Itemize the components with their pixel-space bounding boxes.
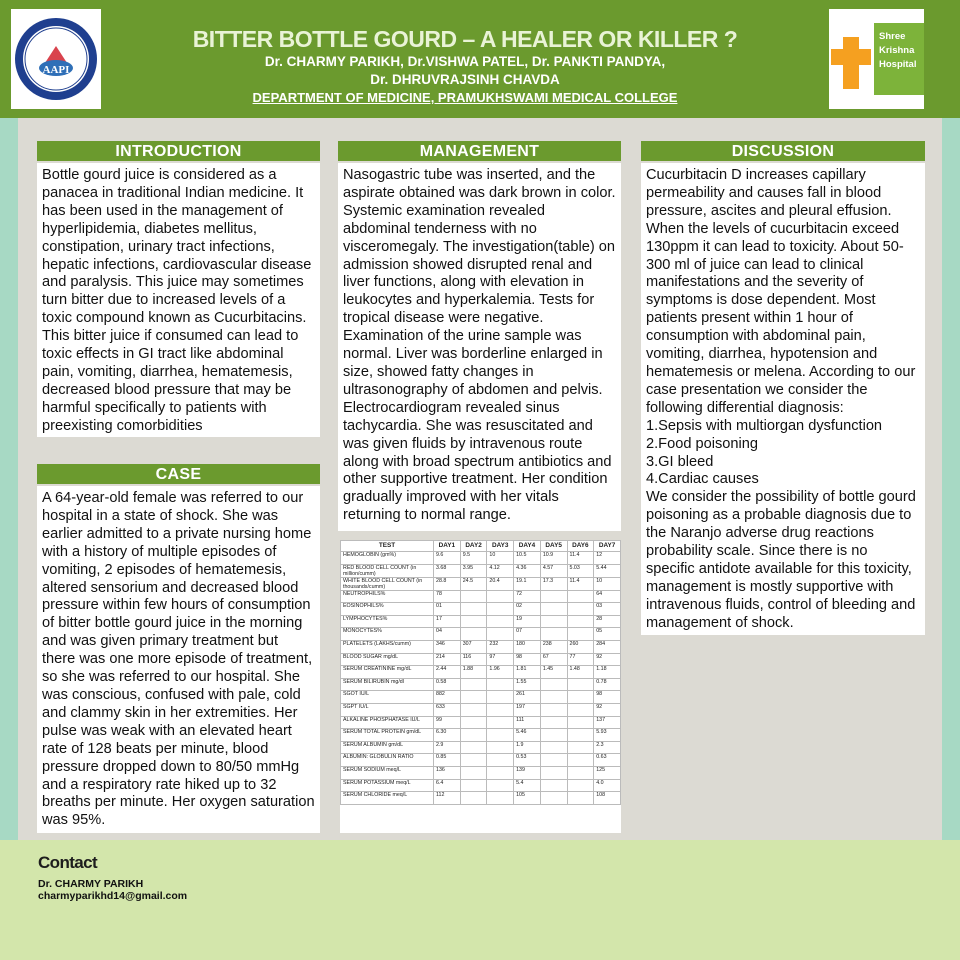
table-cell-value: 10.9 — [540, 552, 567, 565]
table-cell-value: 72 — [514, 590, 541, 603]
table-cell-value — [487, 691, 514, 704]
table-cell-value: 10.5 — [514, 552, 541, 565]
table-cell-value — [540, 628, 567, 641]
table-cell-test-name: SERUM ALBUMIN gm/dL — [341, 741, 434, 754]
table-cell-value — [567, 716, 594, 729]
table-cell-value — [487, 766, 514, 779]
table-cell-value: 284 — [594, 640, 621, 653]
table-cell-value: 07 — [514, 628, 541, 641]
table-cell-value — [567, 628, 594, 641]
table-cell-value: 2.44 — [434, 666, 461, 679]
differential-item-3: 3.GI bleed — [646, 453, 714, 470]
table-cell-value: 1.96 — [487, 666, 514, 679]
table-cell-value: 0.63 — [594, 754, 621, 767]
contact-name: Dr. CHARMY PARIKH — [38, 878, 144, 890]
table-cell-value: 4.0 — [594, 779, 621, 792]
table-cell-value: 10 — [594, 577, 621, 590]
table-cell-value: 139 — [514, 766, 541, 779]
table-cell-value: 6.30 — [434, 729, 461, 742]
table-row — [341, 678, 621, 691]
table-cell-value — [487, 716, 514, 729]
table-cell-value: 2.3 — [594, 741, 621, 754]
table-cell-value: 2.9 — [434, 741, 461, 754]
table-cell-test-name: HEMOGLOBIN (gm%) — [341, 552, 434, 565]
table-cell-value — [460, 628, 487, 641]
table-cell-value: 97 — [487, 653, 514, 666]
case-text: A 64-year-old female was referred to our hospital in a state of shock. She was earlier admitted to a private nursing home with a history of multiple episodes of vomiting, 2 episodes of hematemesis, altered sensorium and decreased blood pressure within few hours of consumption of bitter bottle gourd juice in the morning and was given primary treatment but there was one more episode of treatment, so she was referred to our hospital. She was conscious, confused with pale, cold and clammy skin in her extremities. Her pulse was weak with an elevated heart rate of 128 beats per minute, blood pressure dropped down to 80/50 mmHg and a respiratory rate hiked up to 32 breaths per minute. Her oxygen saturation was 95%. — [42, 490, 315, 829]
contact-heading: Contact — [38, 853, 98, 872]
table-cell-test-name: SERUM CHLORIDE meq/L — [341, 792, 434, 805]
table-header-day: DAY2 — [460, 541, 487, 552]
table-cell-value — [460, 590, 487, 603]
table-cell-test-name: SGPT IU/L — [341, 703, 434, 716]
table-cell-test-name: MONOCYTES% — [341, 628, 434, 641]
table-cell-value — [460, 766, 487, 779]
table-cell-value: 19.1 — [514, 577, 541, 590]
table-cell-value — [567, 590, 594, 603]
table-header-day: DAY4 — [514, 541, 541, 552]
table-cell-test-name: SERUM BILIRUBIN mg/dl — [341, 678, 434, 691]
table-cell-test-name: BLOOD SUGAR mg/dL — [341, 653, 434, 666]
table-cell-value: 3.68 — [434, 564, 461, 577]
table-cell-value: 9.5 — [460, 552, 487, 565]
authors-line-1: Dr. CHARMY PARIKH, Dr.VISHWA PATEL, Dr. PANKTI PANDYA, — [264, 54, 666, 69]
table-cell-value: 67 — [540, 653, 567, 666]
table-cell-value: 1.9 — [514, 741, 541, 754]
table-header-day: DAY7 — [594, 541, 621, 552]
table-cell-value — [460, 792, 487, 805]
table-cell-value — [460, 716, 487, 729]
table-cell-value: 6.4 — [434, 779, 461, 792]
poster-title: BITTER BOTTLE GOURD – A HEALER OR KILLER ? — [192, 26, 738, 52]
table-cell-value: 214 — [434, 653, 461, 666]
table-cell-value — [540, 779, 567, 792]
table-cell-value: 5.44 — [594, 564, 621, 577]
table-cell-value: 307 — [460, 640, 487, 653]
management-text: Nasogastric tube was inserted, and the aspirate obtained was dark brown in color. Systemic examination revealed abdominal tenderness with no visceromegaly. The investigation(table) on admission showed disrupted renal and liver functions, along with elevation in leukocytes and hyperkalemia. Tests for tropical disease were negative. Examination of the urine sample was normal. Liver was borderline enlarged in size, showed fatty changes in ultrasonography of abdomen and pelvis. Electrocardiogram revealed sinus tachycardia. She was resuscitated and was given fluids by intravenous route along with broad spectrum antibiotics and other supportive treatment. Her condition gradually improved with her vitals returning to normal range. — [343, 167, 616, 524]
table-cell-value — [487, 603, 514, 616]
table-cell-value: 99 — [434, 716, 461, 729]
poster-header — [0, 0, 960, 118]
table-cell-test-name: NEUTROPHILS% — [341, 590, 434, 603]
table-cell-value — [540, 729, 567, 742]
hospital-logo-line-2: Krishna — [879, 45, 915, 56]
table-cell-value — [540, 678, 567, 691]
table-row — [341, 779, 621, 792]
table-cell-value: 111 — [514, 716, 541, 729]
table-cell-value — [567, 678, 594, 691]
table-cell-test-name: ALBUMIN: GLOBULIN RATIO — [341, 754, 434, 767]
table-row — [341, 615, 621, 628]
table-cell-value — [567, 691, 594, 704]
table-cell-value — [540, 741, 567, 754]
table-cell-value — [460, 729, 487, 742]
table-cell-value: 260 — [567, 640, 594, 653]
table-cell-value: 77 — [567, 653, 594, 666]
table-cell-value — [487, 678, 514, 691]
table-cell-test-name: RED BLOOD CELL COUNT (in million/cumm) — [341, 564, 434, 577]
introduction-heading: INTRODUCTION — [37, 141, 320, 161]
svg-text:AAPI: AAPI — [42, 64, 70, 76]
table-row — [341, 590, 621, 603]
table-cell-value — [487, 754, 514, 767]
management-body — [338, 163, 621, 531]
table-cell-value: 17.3 — [540, 577, 567, 590]
hospital-logo-line-1: Shree — [879, 31, 906, 42]
discussion-body — [641, 163, 925, 635]
table-row — [341, 754, 621, 767]
introduction-body — [37, 163, 320, 437]
table-cell-value — [567, 703, 594, 716]
table-cell-value: 1.88 — [460, 666, 487, 679]
table-cell-value: 92 — [594, 653, 621, 666]
differential-item-4: 4.Cardiac causes — [646, 471, 759, 488]
table-header-day: DAY6 — [567, 541, 594, 552]
table-cell-value: 9.6 — [434, 552, 461, 565]
table-cell-value — [540, 615, 567, 628]
hospital-logo-line-3: Hospital — [879, 59, 917, 70]
lab-results-table — [340, 540, 621, 833]
table-cell-value: 01 — [434, 603, 461, 616]
table-cell-value: 136 — [434, 766, 461, 779]
aapi-seal-icon — [13, 16, 99, 102]
table-cell-value: 20.4 — [487, 577, 514, 590]
table-row — [341, 564, 621, 577]
table-cell-value: 232 — [487, 640, 514, 653]
table-cell-value: 105 — [514, 792, 541, 805]
table-cell-value: 17 — [434, 615, 461, 628]
table-row — [341, 552, 621, 565]
table-cell-value: 1.81 — [514, 666, 541, 679]
table-row — [341, 666, 621, 679]
table-cell-test-name: ALKALINE PHOSPHATASE IU/L — [341, 716, 434, 729]
table-cell-value — [540, 766, 567, 779]
table-header-day: DAY3 — [487, 541, 514, 552]
table-cell-value: 882 — [434, 691, 461, 704]
discussion-heading: DISCUSSION — [641, 141, 925, 161]
table-cell-test-name: SERUM SODIUM meq/L — [341, 766, 434, 779]
table-row — [341, 792, 621, 805]
table-cell-value — [460, 779, 487, 792]
table-row — [341, 577, 621, 590]
table-cell-value: 116 — [460, 653, 487, 666]
table-cell-value: 0.78 — [594, 678, 621, 691]
management-heading: MANAGEMENT — [338, 141, 621, 161]
table-cell-value: 1.45 — [540, 666, 567, 679]
hospital-cross-icon — [829, 9, 924, 109]
case-heading: CASE — [37, 464, 320, 484]
table-cell-value: 108 — [594, 792, 621, 805]
table-cell-test-name: WHITE BLOOD CELL COUNT (in thousands/cumm) — [341, 577, 434, 590]
table-row — [341, 603, 621, 616]
table-header-day: DAY5 — [540, 541, 567, 552]
table-cell-value: 19 — [514, 615, 541, 628]
table-cell-value — [567, 792, 594, 805]
table-cell-value — [540, 754, 567, 767]
table-cell-value: 24.5 — [460, 577, 487, 590]
table-cell-value — [487, 615, 514, 628]
table-cell-value: 1.55 — [514, 678, 541, 691]
table-cell-value: 197 — [514, 703, 541, 716]
table-cell-test-name: SERUM POTASSIUM meq/L — [341, 779, 434, 792]
table-cell-value — [460, 741, 487, 754]
table-cell-value — [487, 779, 514, 792]
table-cell-value — [540, 792, 567, 805]
differential-item-1: 1.Sepsis with multiorgan dysfunction — [646, 417, 883, 434]
table-cell-value — [567, 729, 594, 742]
table-cell-value: 180 — [514, 640, 541, 653]
table-cell-value: 0.85 — [434, 754, 461, 767]
table-cell-value: 5.4 — [514, 779, 541, 792]
table-cell-value — [460, 603, 487, 616]
table-cell-value — [567, 779, 594, 792]
table-cell-value: 5.03 — [567, 564, 594, 577]
table-cell-value: 11.4 — [567, 552, 594, 565]
table-cell-value — [487, 729, 514, 742]
table-cell-value: 1.48 — [567, 666, 594, 679]
discussion-paragraph-1: Cucurbitacin D increases capillary permeability and causes fall in blood pressure, ascites and pleural effusion. When the levels of cucurbitacin exceed 130ppm it can lead to toxicity. About 50-300 ml of juice can lead to clinical manifestations and the severity of symptoms is dose dependent. Most patients present within 1 hour of consumption with abdominal pain, vomiting, diarrhea, hypotension and hematemesis or melena. According to our case presentation we consider the following differential diagnosis: — [646, 167, 916, 416]
table-cell-value: 346 — [434, 640, 461, 653]
table-cell-value: 98 — [514, 653, 541, 666]
table-cell-value — [460, 703, 487, 716]
table-cell-value: 3.95 — [460, 564, 487, 577]
table-cell-test-name: SERUM TOTAL PROTEIN gm/dL — [341, 729, 434, 742]
table-cell-value — [460, 678, 487, 691]
table-cell-value: 125 — [594, 766, 621, 779]
table-cell-value: 92 — [594, 703, 621, 716]
table-cell-value: 633 — [434, 703, 461, 716]
table-cell-value: 64 — [594, 590, 621, 603]
table-row — [341, 741, 621, 754]
table-cell-value — [487, 741, 514, 754]
table-cell-value: 10 — [487, 552, 514, 565]
table-cell-value: 03 — [594, 603, 621, 616]
table-cell-test-name: SERUM CREATININE mg/dL — [341, 666, 434, 679]
table-cell-value — [460, 754, 487, 767]
table-cell-value: 12 — [594, 552, 621, 565]
table-cell-value: 98 — [594, 691, 621, 704]
table-cell-value — [487, 628, 514, 641]
table-cell-value: 4.12 — [487, 564, 514, 577]
table-header-day: DAY1 — [434, 541, 461, 552]
table-cell-value — [487, 792, 514, 805]
aapi-logo — [11, 9, 101, 109]
table-cell-test-name: EOSINOPHILS% — [341, 603, 434, 616]
table-cell-value: 0.53 — [514, 754, 541, 767]
table-row — [341, 691, 621, 704]
table-cell-value: 4.36 — [514, 564, 541, 577]
table-row — [341, 628, 621, 641]
department: DEPARTMENT OF MEDICINE, PRAMUKHSWAMI MEDICAL COLLEGE — [252, 90, 678, 105]
table-cell-test-name: SGOT IU/L — [341, 691, 434, 704]
table-cell-value — [567, 741, 594, 754]
table-cell-value — [460, 691, 487, 704]
table-cell-value — [487, 703, 514, 716]
table-cell-value: 0.58 — [434, 678, 461, 691]
differential-item-2: 2.Food poisoning — [646, 435, 758, 452]
table-cell-value — [540, 603, 567, 616]
table-cell-value: 112 — [434, 792, 461, 805]
table-row — [341, 640, 621, 653]
table-cell-value: 137 — [594, 716, 621, 729]
table-cell-value — [540, 716, 567, 729]
table-cell-value — [567, 754, 594, 767]
table-row — [341, 703, 621, 716]
table-cell-value: 28.8 — [434, 577, 461, 590]
table-cell-value: 05 — [594, 628, 621, 641]
table-cell-value — [487, 590, 514, 603]
table-cell-value: 238 — [540, 640, 567, 653]
table-row — [341, 716, 621, 729]
table-cell-value — [540, 703, 567, 716]
table-cell-value: 02 — [514, 603, 541, 616]
table-cell-value: 28 — [594, 615, 621, 628]
table-header-test: TEST — [341, 541, 434, 552]
table-cell-value: 1.18 — [594, 666, 621, 679]
table-cell-value — [567, 615, 594, 628]
table-row — [341, 729, 621, 742]
contact-email[interactable]: charmyparikhd14@gmail.com — [38, 890, 188, 902]
table-cell-value: 5.93 — [594, 729, 621, 742]
authors-line-2: Dr. DHRUVRAJSINH CHAVDA — [370, 72, 560, 87]
table-cell-test-name: PLATELETS (LAKHS/cumm) — [341, 640, 434, 653]
table-cell-test-name: LYMPHOCYTES% — [341, 615, 434, 628]
table-row — [341, 653, 621, 666]
table-cell-value — [460, 615, 487, 628]
introduction-text: Bottle gourd juice is considered as a panacea in traditional Indian medicine. It has been used in the management of hyperlipidemia, diabetes mellitus, constipation, urinary tract infections, hepatic infections, cardiovascular disease and paralysis. This juice may sometimes turn bitter due to increased levels of a toxic compound known as Cucurbitacins. This bitter juice if consumed can lead to toxic effects in GI tract like abdominal pain, vomiting, diarrhea, hematemesis, decreased blood pressure that may be harmful specifically to patients with preexisting comorbidities — [42, 167, 312, 434]
table-cell-value — [567, 603, 594, 616]
table-cell-value: 04 — [434, 628, 461, 641]
table-row — [341, 766, 621, 779]
table-cell-value: 261 — [514, 691, 541, 704]
table-cell-value — [540, 691, 567, 704]
table-header-row — [341, 541, 621, 552]
table-cell-value: 11.4 — [567, 577, 594, 590]
table-cell-value: 78 — [434, 590, 461, 603]
discussion-paragraph-2: We consider the possibility of bottle gourd poisoning as a probable diagnosis due to the Naranjo adverse drug reactions probability scale. Since there is no specific antidote available for this toxicity, management is mostly supportive with intravenous fluids, control of bleeding and management of shock. — [646, 489, 916, 631]
table-cell-value — [567, 766, 594, 779]
table-cell-value: 5.46 — [514, 729, 541, 742]
shree-krishna-hospital-logo — [829, 9, 924, 109]
table-cell-value: 4.57 — [540, 564, 567, 577]
case-body — [37, 486, 320, 833]
table-cell-value — [540, 590, 567, 603]
